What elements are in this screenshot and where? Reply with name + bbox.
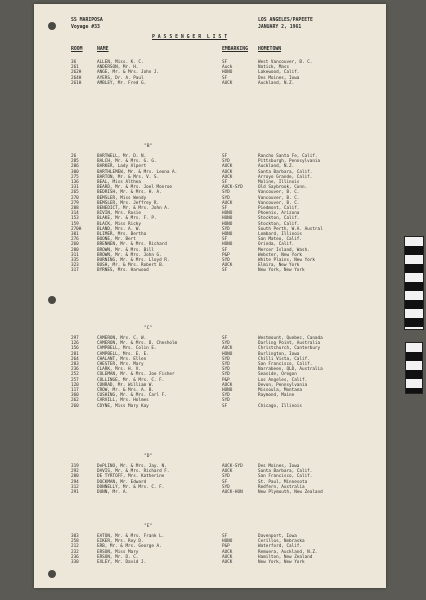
- passenger-name: BARTON, Mr. & Mrs. V. S.: [97, 174, 160, 180]
- room-number: 288: [71, 206, 79, 211]
- room-number: 136: [71, 180, 79, 185]
- room-number: 285: [71, 159, 79, 165]
- hometown: Cerillos, Nebraska: [258, 539, 305, 545]
- passenger-name: BLACK, Miss Ricky: [97, 221, 141, 227]
- embarking-port: HONO: [222, 232, 233, 237]
- passenger-name: BROWN, Mr. & Mrs. Bill: [97, 247, 154, 253]
- section-letter: "C": [144, 326, 153, 331]
- hometown: Remuera, Auckland, N.Z.: [258, 549, 318, 555]
- hometown: Rancho Santa Fe, Calif.: [258, 154, 318, 159]
- embarking-port: SYD: [222, 484, 230, 490]
- room-number: 212: [71, 544, 79, 550]
- passenger-name: ERSON, Mr. D. C.: [97, 554, 139, 560]
- passenger-name: EATON, Mr. & Mrs. Frank L.: [97, 534, 165, 539]
- embarking-port: SYD: [222, 372, 230, 378]
- passenger-name: BEMSLER, Mrs. Jeffrey R.: [97, 200, 160, 206]
- hometown: Lakewood, Calif.: [258, 70, 300, 76]
- passenger-name: ALLEN, Miss. K. C.: [97, 60, 144, 65]
- hometown: Los Angeles, Calif.: [258, 377, 308, 383]
- room-number: 297: [71, 336, 79, 341]
- hometown: Natick, Mass: [258, 65, 290, 71]
- hometown: St. Paul, Minnesota: [258, 479, 308, 485]
- passenger-name: BIVIN, Mrs. Rosie: [97, 211, 141, 217]
- embarking-port: SF: [222, 180, 228, 185]
- room-number: 156: [71, 346, 79, 352]
- room-number: 260: [71, 242, 79, 248]
- room-number: 311: [71, 252, 79, 258]
- scale-bar: [405, 342, 423, 394]
- embarking-port: SF: [222, 247, 228, 253]
- passenger-name: CAMPBELL, Mrs. E. E.: [97, 351, 149, 357]
- room-number: 261: [71, 65, 79, 71]
- embarking-port: AUCK: [222, 469, 233, 475]
- embarking-port: AUCK: [222, 346, 233, 352]
- passenger-name: BYRNES, Mrs. Harwood: [97, 268, 149, 274]
- room-number: 265: [71, 190, 79, 196]
- hometown: Raymond, Maine: [258, 393, 295, 399]
- room-number: 261H: [71, 80, 82, 86]
- hometown: Vancouver, B. C.: [258, 190, 300, 196]
- hometown: Chilli Vista, Calif.: [258, 356, 310, 362]
- passenger-name: COLEMAN, Mr. & Mrs. Joe Fisher: [97, 372, 175, 378]
- column-header-embarking: EMBARKING: [222, 47, 248, 52]
- embarking-port: SYD: [222, 398, 230, 404]
- passenger-name: BENEDICT, Mr. & Mrs. John A.: [97, 206, 170, 211]
- room-number: 206: [71, 164, 79, 170]
- embarking-port: HONO: [222, 388, 233, 393]
- embarking-port: SYD: [222, 367, 230, 373]
- embarking-port: AUCK: [222, 560, 233, 565]
- embarking-port: SF: [222, 206, 228, 211]
- room-number: 26: [71, 154, 77, 159]
- passenger-name: BRENNEN, Mr. & Mrs. Richard: [97, 242, 167, 248]
- embarking-port: AUCK: [222, 174, 233, 180]
- hometown: White Plains, New York: [258, 258, 315, 263]
- hometown: Waterford, Calif.: [258, 544, 302, 550]
- room-number: 317: [71, 268, 79, 274]
- room-number: 331: [71, 185, 79, 191]
- passenger-name: BALCH, Mr. & Mrs. G. G.: [97, 159, 157, 165]
- passenger-name: DUNN, Mr. A.: [97, 490, 129, 495]
- passenger-name: DE TYRTOFF, Mrs. Katherine: [97, 474, 165, 480]
- hometown: Auckland, N.Z.: [258, 164, 295, 170]
- room-number: 36: [71, 60, 77, 65]
- passenger-name: CAMPBELL, Mrs. Colin E.: [97, 346, 157, 352]
- hometown: Seaside, Oregon: [258, 372, 297, 378]
- hometown: Arroyo Grande, Calif.: [258, 174, 313, 180]
- hometown: Missoula, Montana: [258, 388, 302, 393]
- passenger-name: BROWN, Mr. & Mrs. John G.: [97, 252, 162, 258]
- hometown: Phoenix, Arizona: [258, 211, 300, 217]
- room-number: 283: [71, 362, 79, 367]
- room-number: 270: [71, 195, 79, 201]
- room-number: 319: [71, 464, 79, 469]
- hometown: San Francisco, Calif.: [258, 474, 313, 480]
- embarking-port: AUCK: [222, 554, 233, 560]
- embarking-port: AUCK: [222, 263, 233, 269]
- hometown: Pittsburgh, Pennsylvania: [258, 159, 321, 165]
- embarking-port: AUCK: [222, 164, 233, 170]
- passenger-name: CARVILL, Mrs. Holmes: [97, 398, 149, 404]
- hometown: San Mateo, Calif.: [258, 237, 302, 243]
- embarking-port: HONO: [222, 242, 233, 248]
- embarking-port: AUCK: [222, 169, 233, 175]
- embarking-port: AUCK: [222, 382, 233, 388]
- passenger-name: DAVIS, Mr. & Mrs. Richard F.: [97, 469, 170, 475]
- room-number: 300: [71, 169, 79, 175]
- punch-hole: [48, 22, 56, 30]
- passenger-name: DOCKMAN, Mr. Edward: [97, 479, 147, 485]
- passenger-name: COLLINGE, Mr. & Mrs. C. F.: [97, 377, 165, 383]
- room-number: 280: [71, 474, 79, 480]
- room-number: 281: [71, 351, 79, 357]
- passenger-name: BEARD, Mr. & Mrs. Joel Monroe: [97, 185, 173, 191]
- hometown: Christchurch, Canterbury: [258, 346, 321, 352]
- embarking-port: HONO: [222, 351, 233, 357]
- passenger-name: CHALANT, Mrs. Ellen: [97, 356, 147, 362]
- embarking-port: AUCK-SYD: [222, 185, 243, 191]
- passenger-name: BLAKE, Mr. & Mrs. F. P.: [97, 216, 157, 222]
- hometown: Des Moines, Iowa: [258, 464, 300, 469]
- embarking-port: SF: [222, 75, 228, 81]
- hometown: Lombard, Illinois: [258, 232, 302, 237]
- hometown: Vancouver, B. C.: [258, 195, 300, 201]
- room-number: 294: [71, 479, 79, 485]
- punch-hole: [48, 296, 56, 304]
- passenger-name: CROW, Mr. & Mrs. A. B.: [97, 388, 154, 393]
- hometown: Redfern, Australia: [258, 484, 305, 490]
- hometown: Stockton, Calif.: [258, 216, 300, 222]
- room-number: 126: [71, 341, 79, 347]
- room-number: 257: [71, 377, 79, 383]
- passenger-name: EXLEY, Mr. David J.: [97, 560, 147, 565]
- room-number: 279: [71, 200, 79, 206]
- room-number: 159: [71, 221, 79, 227]
- passenger-name: ANGE, Mr. & Mrs. John J.: [97, 70, 160, 76]
- room-number: 335: [71, 258, 79, 263]
- room-number: 236: [71, 554, 79, 560]
- embarking-port: SYD: [222, 356, 230, 362]
- embarking-port: Auck: [222, 65, 233, 71]
- embarking-port: SF: [222, 534, 228, 539]
- room-number: 301: [71, 232, 79, 237]
- passenger-name: AYERS, Dr. A. Paul: [97, 75, 144, 81]
- passenger-name: BARTHLEMEW, Mr. & Mrs. Leona A.: [97, 169, 178, 175]
- embarking-port: AUCK-SYD: [222, 464, 243, 469]
- passenger-name: BARKER, Lady Alpert: [97, 164, 147, 170]
- passenger-name: CONRAD, Mr. William W.: [97, 382, 154, 388]
- room-number: 262H: [71, 70, 82, 76]
- embarking-port: SF: [222, 403, 228, 409]
- room-number: 275: [71, 174, 79, 180]
- sailing-date: JANUARY 2, 1961: [258, 25, 302, 30]
- embarking-port: SYD: [222, 258, 230, 263]
- room-number: 292: [71, 469, 79, 475]
- section-letter: "D": [144, 454, 153, 459]
- passenger-name: CUSHING, Mr. & Mrs. Carl F.: [97, 393, 167, 399]
- room-number: 330: [71, 560, 79, 565]
- passenger-name: CAMERON, Mrs. C. W.: [97, 336, 147, 341]
- hometown: New York, New York: [258, 560, 305, 565]
- embarking-port: SYD: [222, 159, 230, 165]
- hometown: South Perth, W.A. Austral: [258, 226, 323, 232]
- passenger-name: CHESTER, Mrs. Mary: [97, 362, 144, 367]
- embarking-port: AUCK: [222, 200, 233, 206]
- passenger-name: BLIMER, Mrs. Bertha: [97, 232, 147, 237]
- passenger-name: BARTWELL, Mr. D. N.: [97, 154, 147, 159]
- passenger-name: ERSON, Miss Mary: [97, 549, 139, 555]
- embarking-port: HONO: [222, 539, 233, 545]
- hometown: Elmira, New York: [258, 263, 300, 269]
- hometown: West Vancouver, B. C.: [258, 60, 313, 65]
- embarking-port: HONO: [222, 216, 233, 222]
- passenger-name: BEDRISH, Mr. & Mrs. H. A.: [97, 190, 162, 196]
- embarking-port: SYD: [222, 393, 230, 399]
- room-number: 291: [71, 490, 79, 495]
- embarking-port: SYD: [222, 195, 230, 201]
- embarking-port: HONO: [222, 70, 233, 76]
- hometown: Devon, Pennsylvania: [258, 382, 308, 388]
- hometown: San Francisco, Calif.: [258, 362, 313, 367]
- room-number: 117: [71, 388, 79, 393]
- room-number: 260: [71, 403, 79, 409]
- embarking-port: SYD: [222, 362, 230, 367]
- room-number: 270H: [71, 226, 82, 232]
- room-number: 360: [71, 393, 79, 399]
- embarking-port: SYD: [222, 474, 230, 480]
- room-number: 323: [71, 263, 79, 269]
- room-number: 312: [71, 484, 79, 490]
- hometown: Old Saybrook, Conn.: [258, 185, 308, 191]
- room-number: 264: [71, 356, 79, 362]
- hometown: Mercer Island, Wash.: [258, 247, 310, 253]
- embarking-port: P&P: [222, 252, 230, 258]
- passenger-list-page: [34, 4, 386, 588]
- embarking-port: AUCK: [222, 549, 233, 555]
- room-number: 252: [71, 372, 79, 378]
- embarking-port: P&P: [222, 544, 230, 550]
- hometown: New York, New York: [258, 268, 305, 274]
- column-header-room: ROOM: [71, 47, 83, 52]
- section-letter: "E": [144, 524, 153, 529]
- embarking-port: SF: [222, 479, 228, 485]
- hometown: Orinda, Calif.: [258, 242, 295, 248]
- hometown: Chicago, Illinois: [258, 403, 302, 409]
- passenger-name: ANDERSON, Mr. H.: [97, 65, 139, 71]
- passenger-name: BLAND, Mrs. A. W.: [97, 226, 141, 232]
- passenger-name: BEAL, Miss Althea: [97, 180, 141, 185]
- embarking-port: SF: [222, 268, 228, 274]
- passenger-name: BURNING, Mr. & Mrs. Lloyd R.: [97, 258, 170, 263]
- embarking-port: SYD: [222, 190, 230, 196]
- hometown: Stockton, Calif.: [258, 221, 300, 227]
- hometown: New Plymouth, New Zealand: [258, 490, 323, 495]
- column-header-hometown: HOMETOWN: [258, 47, 282, 52]
- passenger-name: CLARK, Mrs. H. V.: [97, 367, 141, 373]
- hometown: Auckland, N.Z.: [258, 80, 295, 86]
- embarking-port: AUCK-HON: [222, 490, 243, 495]
- room-number: 153: [71, 216, 79, 222]
- hometown: Westmount, Quebec, Canada: [258, 336, 323, 341]
- passenger-name: CAMERON, Mr. & Mrs. D. Chesholm: [97, 341, 178, 347]
- room-number: 120: [71, 382, 79, 388]
- room-number: 280: [71, 247, 79, 253]
- embarking-port: SF: [222, 237, 228, 243]
- hometown: Narrabeen, QLD, Australia: [258, 367, 323, 373]
- passenger-name: DePLINO, Mr. & Mrs. Jay. N.: [97, 464, 167, 469]
- hometown: Burlington, Iowa: [258, 351, 300, 357]
- embarking-port: P&P: [222, 377, 230, 383]
- embarking-port: HONO: [222, 211, 233, 217]
- room-number: 314: [71, 211, 79, 217]
- hometown: Des Moines, Iowa: [258, 75, 300, 81]
- room-number: 264H: [71, 75, 82, 81]
- hometown: Davenport, Iowa: [258, 534, 297, 539]
- embarking-port: SYD: [222, 341, 230, 347]
- embarking-port: SF: [222, 154, 228, 159]
- room-number: 232: [71, 549, 79, 555]
- room-number: 276: [71, 237, 79, 243]
- passenger-name: BOONE, Mr. Bert: [97, 237, 136, 243]
- embarking-port: AUCK: [222, 80, 233, 86]
- hometown: Santa Barbara, Calif.: [258, 169, 313, 175]
- ship-name: SS MARIPOSA: [71, 18, 103, 23]
- hometown: Santa Barbara, Calif.: [258, 469, 313, 475]
- punch-hole: [48, 570, 56, 578]
- scale-bar: [404, 236, 424, 330]
- embarking-port: HONO: [222, 221, 233, 227]
- section-letter: "B": [144, 144, 153, 149]
- passenger-name: COYNE, Miss Mary Kay: [97, 403, 149, 409]
- hometown: Hamilton, New Zealand: [258, 554, 313, 560]
- passenger-name: EIKER, Mrs. Roy D.: [97, 539, 144, 545]
- passenger-name: BUSH, Mr. & Mrs. Robert B.: [97, 263, 165, 269]
- passenger-name: AMBLEY, Mr. Fred G.: [97, 80, 147, 86]
- room-number: 262: [71, 398, 79, 404]
- room-number: 258: [71, 539, 79, 545]
- room-number: 303: [71, 534, 79, 539]
- hometown: Vancouver, B. C.: [258, 200, 300, 206]
- hometown: Darling Point, Australia: [258, 341, 321, 347]
- passenger-name: DONNELLY, Mr. & Mrs. C. F.: [97, 484, 165, 490]
- voyage-number: Voyage #33: [71, 25, 100, 30]
- embarking-port: SF: [222, 60, 228, 65]
- column-header-name: NAME: [97, 47, 109, 52]
- room-number: 236: [71, 367, 79, 373]
- hometown: Webster, New York: [258, 252, 302, 258]
- route: LOS ANGELES/PAPEETE: [258, 18, 313, 23]
- embarking-port: SYD: [222, 226, 230, 232]
- passenger-name: BEMSLER, Miss Wendy: [97, 195, 147, 201]
- passenger-name: ERB, Mr. & Mrs. George A.: [97, 544, 162, 550]
- page-title: P A S S E N G E R L I S T: [152, 35, 228, 40]
- hometown: Moline, Illinois: [258, 180, 300, 185]
- hometown: Piedmont, Calif.: [258, 206, 300, 211]
- embarking-port: SF: [222, 336, 228, 341]
